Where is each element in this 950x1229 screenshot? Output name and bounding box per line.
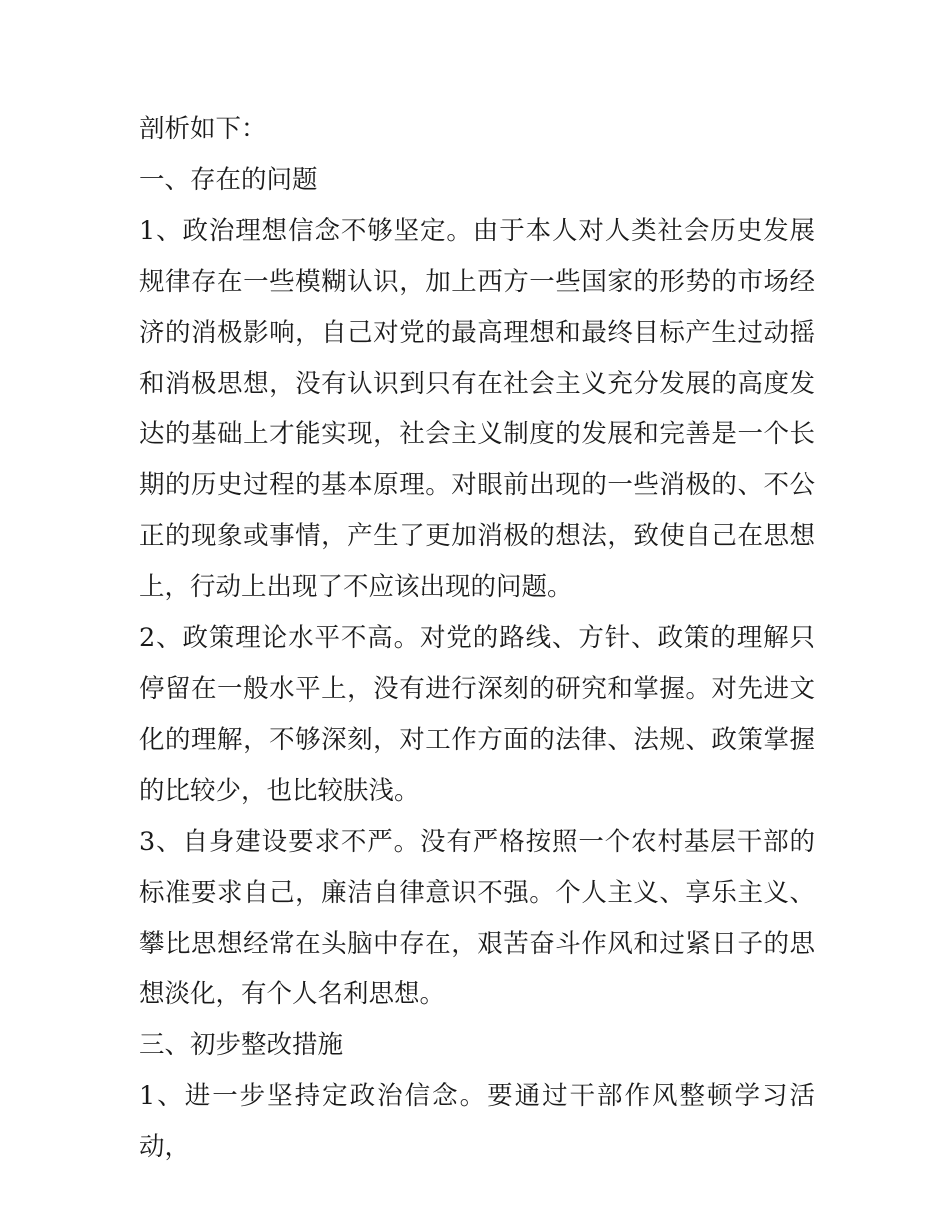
intro-line: 剖析如下： — [139, 114, 267, 144]
paragraph-self-discipline: 3、自身建设要求不严。没有严格按照一个农村基层干部的标准要求自己，廉洁自律意识不强。个人主义、享乐主义、攀比思想经常在头脑中存在，艰苦奋斗作风和过紧日子的思想淡化，有个人名利思想。 — [139, 826, 815, 1010]
section-heading-problems: 一、存在的问题 — [139, 164, 318, 195]
paragraph-political-belief: 1、政治理想信念不够坚定。由于本人对人类社会历史发展规律存在一些模糊认识，加上西方一些国家的形势的市场经济的消极影响，自己对党的最高理想和最终目标产生过动摇和消极思想，没有认识到只有在社会主义充分发展的高度发达的基础上才能实现，社会主义制度的发展和完善是一个长期的历史过程的基本原理。对眼前出现的一些消极的、不公正的现象或事情，产生了更加消极的想法，致使自己在思想上，行动上出现了不应该出现的问题。 — [139, 215, 815, 603]
section-heading-measures: 三、初步整改措施 — [139, 1030, 344, 1061]
document-body — [139, 104, 815, 1173]
paragraph-policy-theory: 2、政策理论水平不高。对党的路线、方针、政策的理解只停留在一般水平上，没有进行深刻的研究和掌握。对先进文化的理解，不够深刻，对工作方面的法律、法规、政策掌握的比较少，也比较肤浅。 — [139, 623, 815, 806]
paragraph-measure-1: 1、进一步坚持定政治信念。要通过干部作风整顿学习活动， — [139, 1081, 815, 1163]
